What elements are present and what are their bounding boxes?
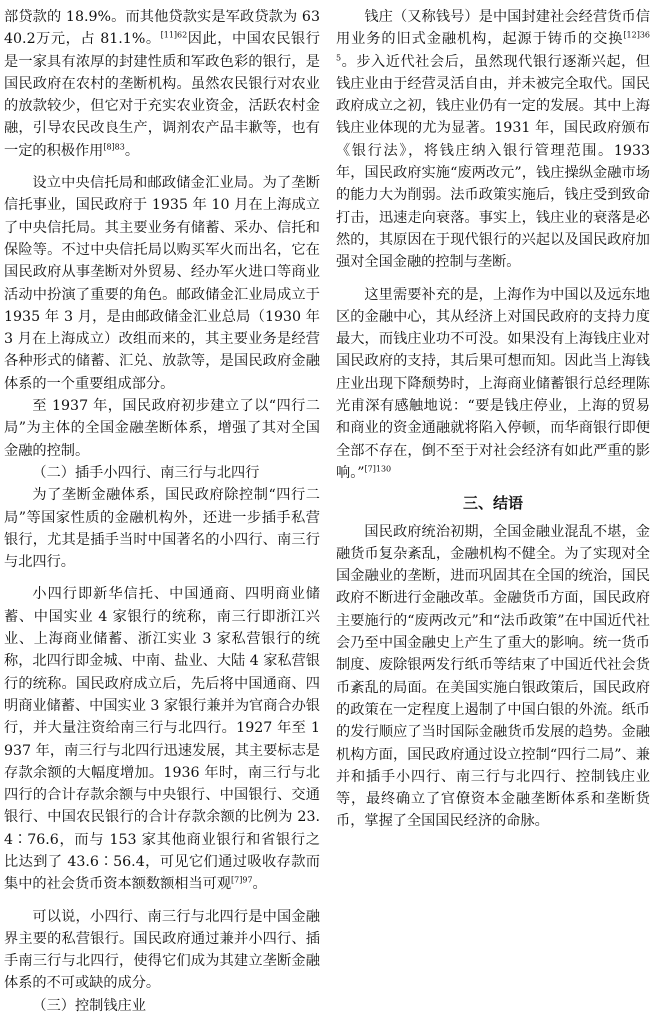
paragraph: 可以说，小四行、南三行与北四行是中国金融界主要的私营银行。国民政府通过兼并小四行、插手南三行与北四行，使得它们成为其建立垄断金融体系的不可或缺的成分。 xyxy=(4,908,320,992)
subsection-heading: （三）控制钱庄业 xyxy=(32,997,146,1014)
paragraph xyxy=(336,6,650,274)
paragraph-text: 这里需要补充的是，上海作为中国以及远东地区的金融中心，其从经济上对国民政府的支持力度最大，而钱庄业功不可没。如果没有上海钱庄业对国民政府的支持，其后果可想而知。因此当上海钱庄业出现下降颓势时，上海商业储蓄银行总经理陈光甫深有感触地说：“要是钱庄停业，上海的贸易和商业的资金通融就将陷入停顿，而华商银行即便全部不存在，倒不至于对社会经济有如此严重的影响。” xyxy=(336,286,650,481)
paragraph xyxy=(4,583,320,895)
citation: [11]62 xyxy=(160,30,188,40)
left-column xyxy=(4,6,320,1017)
paragraph-text: 。 xyxy=(252,876,267,893)
paragraph: 设立中央信托局和邮政储金汇业局。为了垄断信托事业，国民政府于 1935 年 10 月在上海成立了中央信托局。其主要业务有储蓄、采办、信托和保险等。不过中央信托局以购买军火而出名，它在国民政府从事垄断对外贸易、经办军火进口等商业活动中扮演了重要的角色。邮政储金汇业局成立于 1935 年 3 月，是由邮政储金汇业总局（1930 年 3 月在上海成立）改组而来的，其主要业务是经营各种形式的储蓄、汇兑、放款等，是国民政府金融体系的一个重要组成部分。 xyxy=(4,175,320,392)
paragraph-text: 钱庄（又称钱号）是中国封建社会经营货币信用业务的旧式金融机构，起源于铸币的交换 xyxy=(336,9,650,48)
citation: [8]83 xyxy=(103,142,125,152)
paragraph: 国民政府统治初期，全国金融业混乱不堪，金融货币复杂紊乱，金融机构不健全。为了实现对全国金融业的垄断，进而巩固其在全国的统治，国民政府不断进行金融改革。金融货币方面，国民政府主要施行的“废两改元”和“法币政策”在中国近代社会乃至中国金融史上产生了重大的影响。统一货币制度、废除银两发行纸币等结束了中国近代社会货币紊乱的局面。在美国实施白银政策后，国民政府的政策在一定程度上遏制了中国白银的外流。纸币的发行顺应了当时国际金融货币发展的趋势。金融机构方面，国民政府通过设立控制“四行二局”、兼并和插手小四行、南三行与北四行、控制钱庄业等，最终确立了官僚资本金融垄断体系和垄断货币，掌握了全国国民经济的命脉。 xyxy=(336,523,650,830)
citation: [7]97 xyxy=(231,875,253,885)
subsection-heading: （二）插手小四行、南三行与北四行 xyxy=(32,464,260,481)
paragraph-text: 。 xyxy=(124,142,140,159)
section-title: 三、结语 xyxy=(462,494,523,513)
paragraph-text: 因此，中国农民银行是一家具有浓厚的封建性质和军政色彩的银行，是国民政府在农村的垄断机构。虽然农民银行对农业的放款较少，但它对于充实农业资金，活跃农村金融，引导农民改良生产，调剂农产品丰歉等，也有一定的积极作用 xyxy=(4,31,320,159)
paragraph-text: 部贷款的 18.9%。而其他贷款实是军政贷款为 6340.2万元，占 81.1%。 xyxy=(4,9,320,48)
citation: [12]365 xyxy=(336,30,650,62)
right-column xyxy=(336,6,650,833)
paragraph xyxy=(4,6,320,162)
paragraph: 为了垄断金融体系，国民政府除控制“四行二局”等国家性质的金融机构外，还进一步插手私营银行，尤其是插手当时中国著名的小四行、南三行与北四行。 xyxy=(4,487,320,571)
citation: [7]130 xyxy=(364,464,392,474)
paragraph-text: 。步入近代社会后，虽然现代银行逐渐兴起，但钱庄业由于经营灵活自由，并未被完全取代。国民政府成立之初，钱庄业仍有一定的发展。其中上海钱庄业体现的尤为显著。1931 年，国民政府颁布《银行法》，将钱庄纳入银行管理范围。1933 年，国民政府实施“废两改元”，钱庄操纵金融市场的能力大为削弱。法币政策实施后，钱庄受到致命打击，迅速走向衰落。事实上，钱庄业的衰落是必然的，其原因在于现代银行的兴起以及国民政府加强对全国金融的控制与垄断。 xyxy=(336,53,650,271)
paragraph xyxy=(336,284,650,485)
paragraph: 至 1937 年，国民政府初步建立了以“四行二局”为主体的全国金融垄断体系，增强了其对全国金融的控制。 xyxy=(4,398,320,459)
paragraph-text: 小四行即新华信托、中国通商、四明商业储蓄、中国实业 4 家银行的统称，南三行即浙江兴业、上海商业储蓄、浙江实业 3 家私营银行的统称，北四行即金城、中南、盐业、大陆 4 家私营银行的统称。国民政府成立后，先后将中国通商、四明商业储蓄、中国实业 3 家银行兼并为官商合办银行，并大量注资给南三行与北四行。1927 年至 1937 年，南三行与北四行迅速发展，其主要标志是存款余额的大幅度增加。1936 年时，南三行与北四行的合计存款余额与中央银行、中国银行、交通银行、中国农民银行的合计存款余额的比例为 23.4∶76.6，而与 153 家其他商业银行和省银行之比达到了 43.6∶56.4，可见它们通过吸收存款而集中的社会货币资本额数额相当可观 xyxy=(4,586,320,893)
